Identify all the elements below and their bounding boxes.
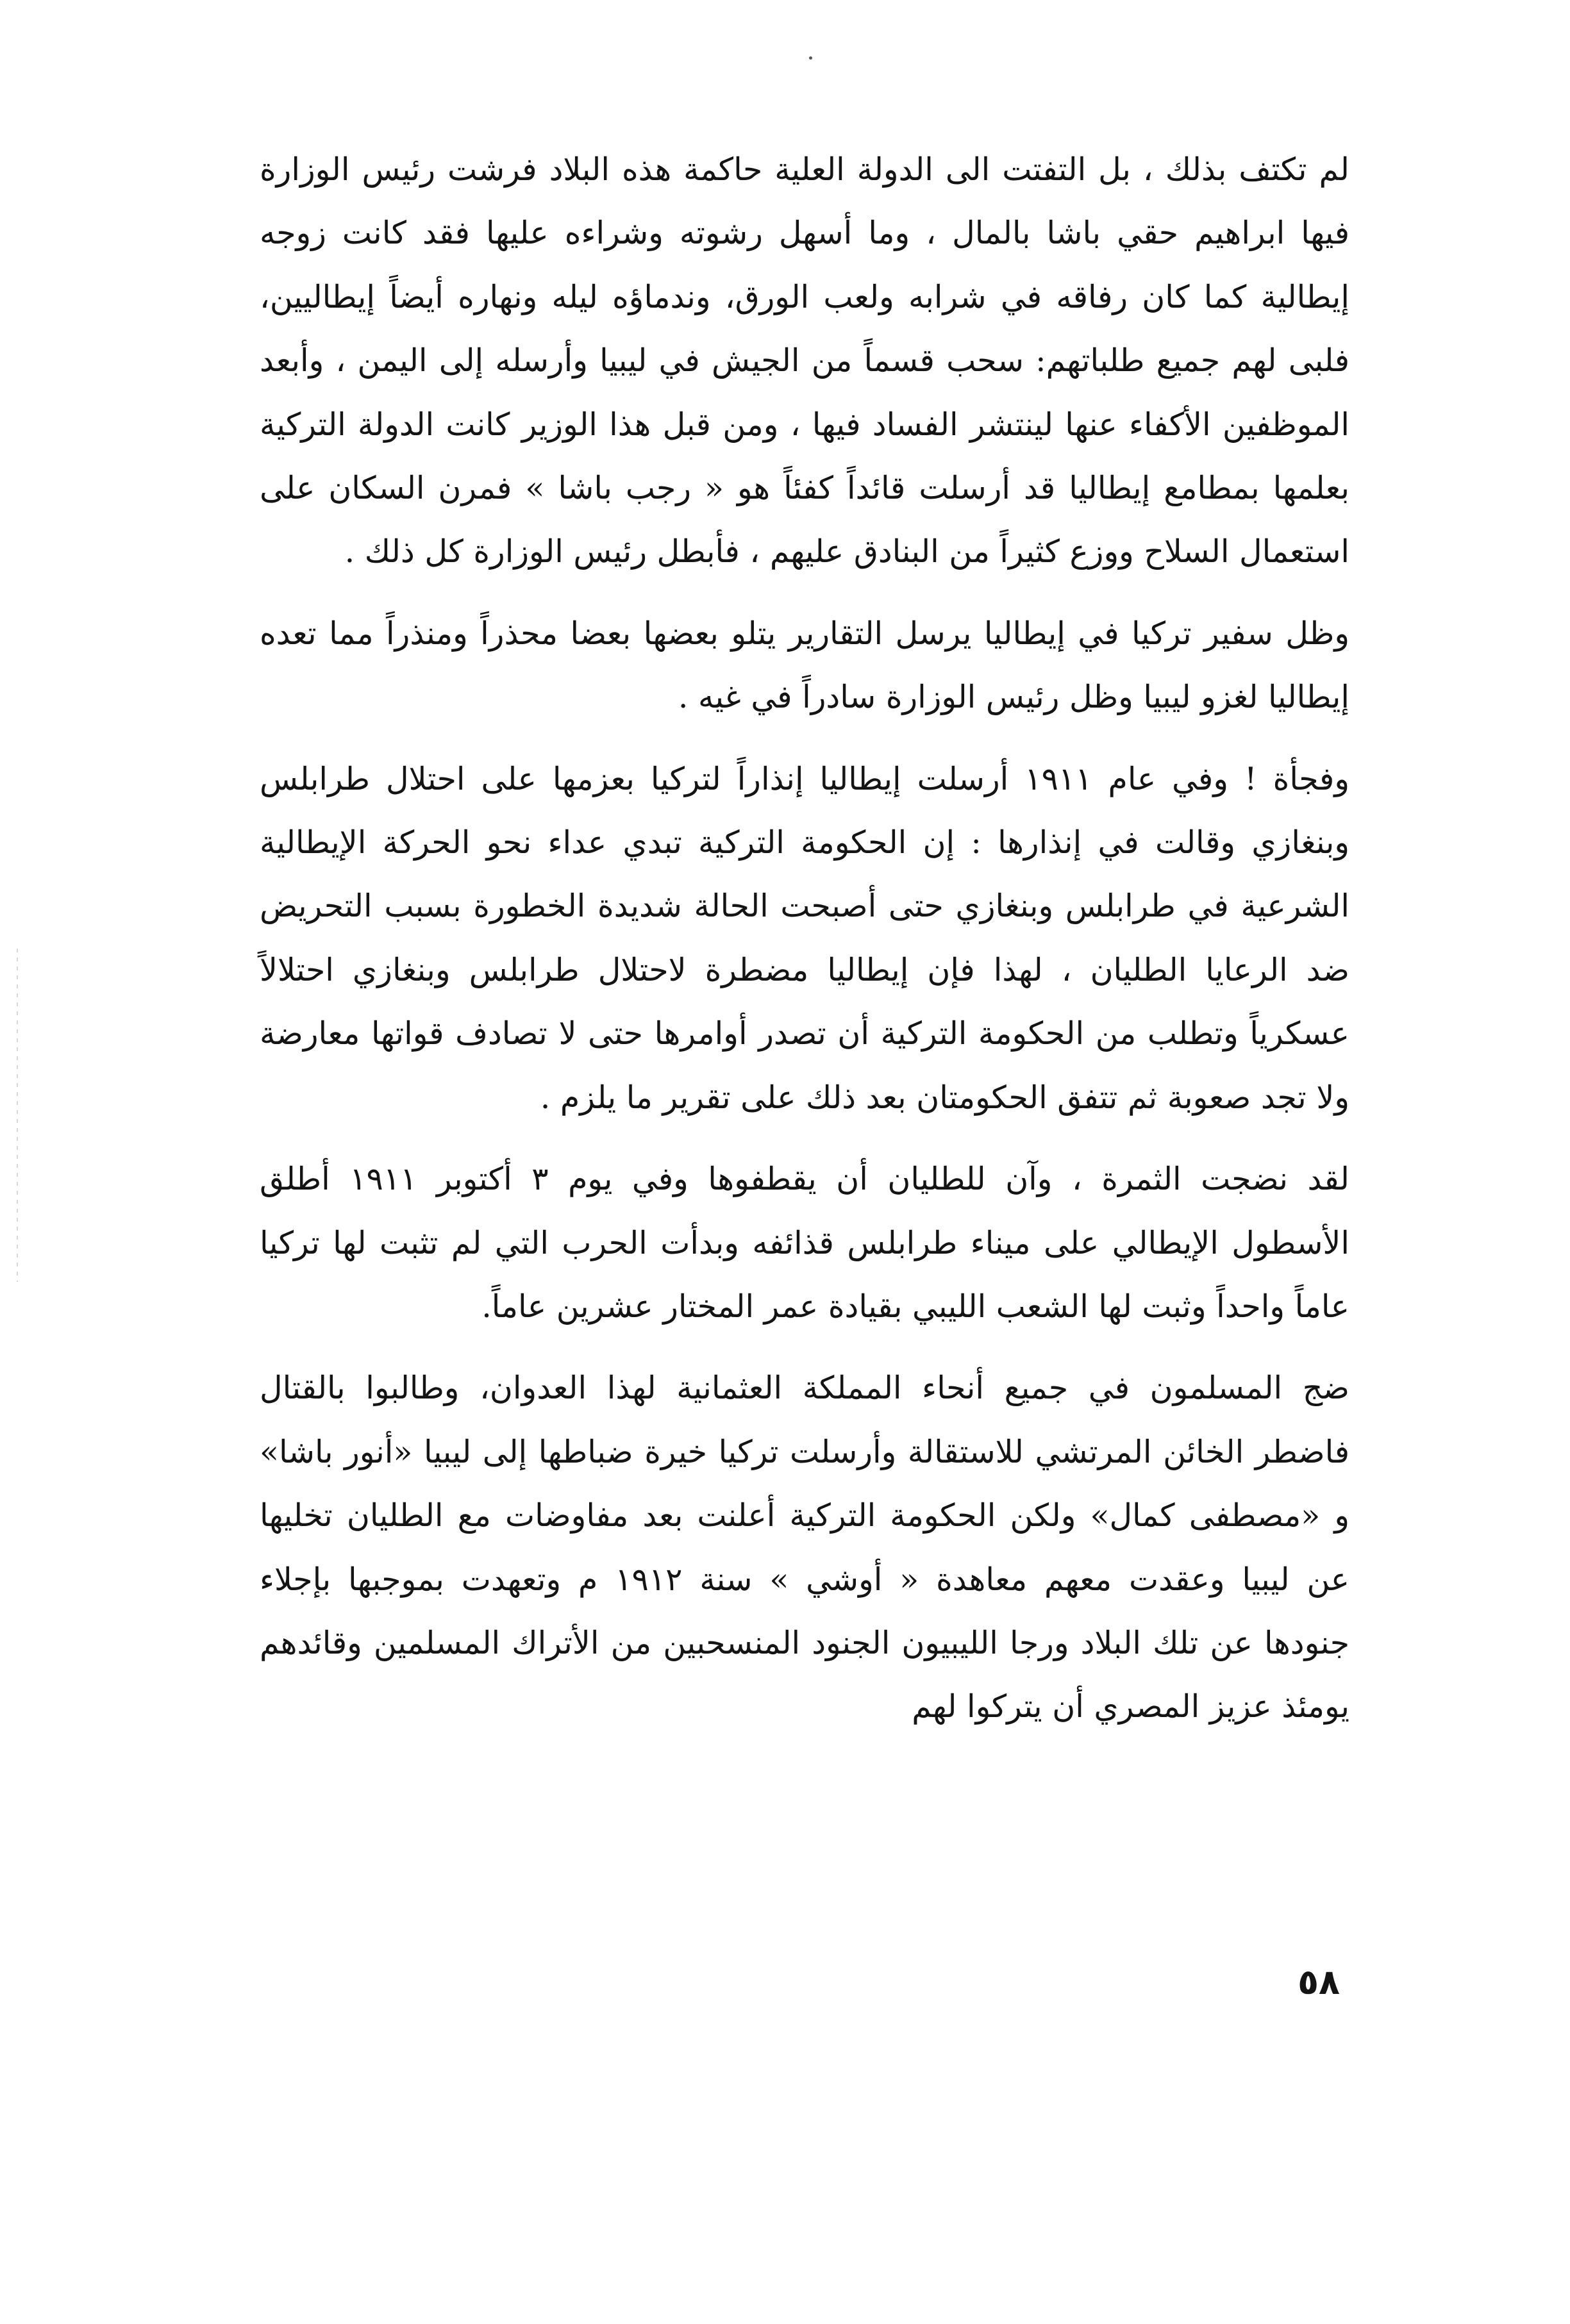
paragraph: لم تكتف بذلك ، بل التفتت الى الدولة العلية حاكمة هذه البلاد فرشت رئيس الوزارة فيها ابراهيم حقي باشا بالمال ، وما أسهل رشوته وشراءه عليها فقد كانت زوجه إيطالية كما كان رفاقه في شرابه ولعب الورق، وندماؤه ليله ونهاره أيضاً إيطاليين، فلبى لهم جميع طلباتهم: سحب قسماً من الجيش في ليبيا وأرسله إلى اليمن ، وأبعد الموظفين الأكفاء عنها لينتشر الفساد فيها ، ومن قبل هذا الوزير كانت الدولة التركية بعلمها بمطامع إيطاليا قد أرسلت قائداً كفئاً هو « رجب باشا » فمرن السكان على استعمال السلاح ووزع كثيراً من البنادق عليهم ، فأبطل رئيس الوزارة كل ذلك . — [260, 151, 1349, 570]
scan-speck — [809, 56, 812, 60]
body-text — [260, 138, 1349, 1739]
paragraph: وظل سفير تركيا في إيطاليا يرسل التقارير يتلو بعضها بعضا محذراً ومنذراً مما تعده إيطاليا لغزو ليبيا وظل رئيس الوزارة سادراً في غيه . — [260, 615, 1349, 716]
paragraph: وفجأة ! وفي عام ١٩١١ أرسلت إيطاليا إنذاراً لتركيا بعزمها على احتلال طرابلس وبنغازي وقالت في إنذارها : إن الحكومة التركية تبدي عداء نحو الحركة الإيطالية الشرعية في طرابلس وبنغازي حتى أصبحت الحالة شديدة الخطورة بسبب التحريض ضد الرعايا الطليان ، لهذا فإن إيطاليا مضطرة لاحتلال طرابلس وبنغازي احتلالاً عسكرياً وتطلب من الحكومة التركية أن تصدر أوامرها حتى لا تصادف قواتها معارضة ولا تجد صعوبة ثم تتفق الحكومتان بعد ذلك على تقرير ما يلزم . — [260, 760, 1349, 1116]
paragraph: ضج المسلمون في جميع أنحاء المملكة العثمانية لهذا العدوان، وطالبوا بالقتال فاضطر الخائن المرتشي للاستقالة وأرسلت تركيا خيرة ضباطها إلى ليبيا «أنور باشا» و «مصطفى كمال» ولكن الحكومة التركية أعلنت بعد مفاوضات مع الطليان تخليها عن ليبيا وعقدت معهم معاهدة « أوشي » سنة ١٩١٢ م وتعهدت بموجبها بإجلاء جنودها عن تلك البلاد ورجا الليبيون الجنود المنسحبين من الأتراك المسلمين وقائدهم يومئذ عزيز المصري أن يتركوا لهم — [260, 1370, 1349, 1725]
binding-edge — [17, 949, 18, 1282]
paragraph: لقد نضجت الثمرة ، وآن للطليان أن يقطفوها وفي يوم ٣ أكتوبر ١٩١١ أطلق الأسطول الإيطالي على ميناء طرابلس قذائفه وبدأت الحرب التي لم تثبت لها تركيا عاماً واحداً وثبت لها الشعب الليبي بقيادة عمر المختار عشرين عاماً. — [260, 1161, 1349, 1325]
page-number: ٥٨ — [1298, 1962, 1340, 2002]
